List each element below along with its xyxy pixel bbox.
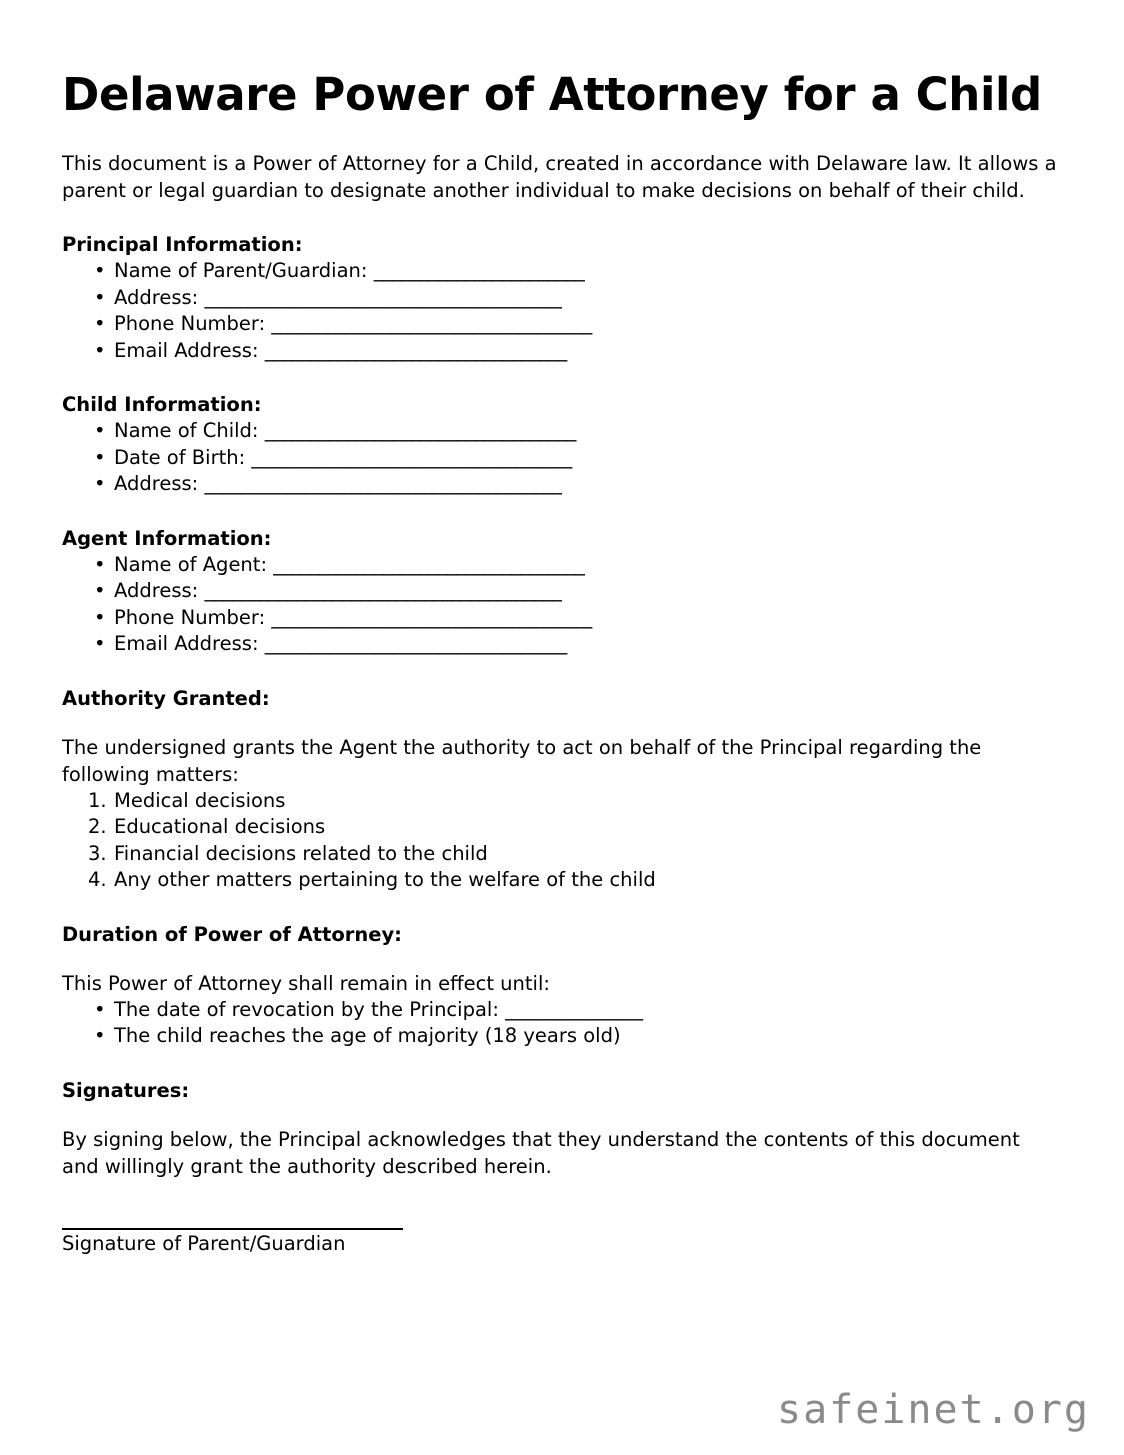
list-item — [62, 418, 1062, 445]
field-blank-line[interactable]: ___________________________________ — [271, 605, 592, 629]
list-item — [62, 311, 1062, 338]
duration-list — [62, 997, 1062, 1050]
authority-granted-paragraph: The undersigned grants the Agent the authority to act on behalf of the Principal regarding the following matters: — [62, 735, 982, 786]
field-blank-line[interactable]: _______________________ — [373, 259, 585, 283]
field-blank-line[interactable]: __________________________________ — [273, 552, 585, 576]
field-blank-line[interactable]: _______________ — [505, 997, 643, 1021]
agent-information-list — [62, 552, 1062, 658]
list-item: Financial decisions related to the child — [114, 841, 488, 865]
child-information-heading: Child Information: — [62, 393, 262, 417]
signature-line[interactable] — [62, 1228, 403, 1230]
field-label: Address: — [114, 285, 199, 309]
field-label: Name of Agent: — [114, 552, 268, 576]
field-blank-line[interactable]: _______________________________________ — [204, 579, 562, 603]
field-blank-line[interactable]: _________________________________ — [264, 338, 567, 362]
duration-paragraph: This Power of Attorney shall remain in effect until: — [62, 971, 550, 995]
field-label: The date of revocation by the Principal: — [114, 997, 499, 1021]
field-blank-line[interactable]: __________________________________ — [264, 419, 576, 443]
field-blank-line[interactable]: _________________________________ — [264, 632, 567, 656]
list-item — [62, 258, 1062, 285]
list-item — [62, 1023, 1062, 1050]
agent-information-heading: Agent Information: — [62, 526, 272, 550]
list-item — [62, 471, 1062, 498]
list-item: Educational decisions — [114, 815, 326, 839]
list-item: Any other matters pertaining to the welfare of the child — [114, 868, 656, 892]
list-item — [62, 445, 1062, 472]
field-blank-line[interactable]: _______________________________________ — [204, 472, 562, 496]
field-blank-line[interactable]: ___________________________________ — [271, 312, 592, 336]
field-label: Name of Parent/Guardian: — [114, 259, 368, 283]
signatures-paragraph: By signing below, the Principal acknowledges that they understand the contents of this document and willingly grant the authority described herein. — [62, 1127, 1020, 1178]
intro-paragraph: This document is a Power of Attorney for a Child, created in accordance with Delaware law. It allows a parent or legal guardian to designate another individual to make decisions on behalf of their child. — [62, 152, 1057, 203]
field-label: The child reaches the age of majority (18 years old) — [114, 1024, 621, 1048]
principal-information-list — [62, 258, 1062, 364]
child-information-list — [62, 418, 1062, 498]
authority-granted-list — [62, 788, 1062, 894]
page-title: Delaware Power of Attorney for a Child — [62, 68, 1042, 121]
field-label: Date of Birth: — [114, 445, 246, 469]
list-item — [62, 605, 1062, 632]
list-item — [62, 552, 1062, 579]
watermark: safeinet.org — [777, 1387, 1090, 1433]
field-label: Address: — [114, 472, 199, 496]
signature-block — [62, 1228, 1062, 1257]
signature-caption: Signature of Parent/Guardian — [62, 1231, 346, 1255]
list-item — [62, 997, 1062, 1024]
principal-information-heading: Principal Information: — [62, 233, 303, 257]
list-item — [62, 631, 1062, 658]
field-label: Address: — [114, 579, 199, 603]
duration-heading: Duration of Power of Attorney: — [62, 922, 402, 946]
list-item — [62, 338, 1062, 365]
field-label: Phone Number: — [114, 605, 266, 629]
list-item — [62, 285, 1062, 312]
field-label: Phone Number: — [114, 312, 266, 336]
field-blank-line[interactable]: _______________________________________ — [204, 285, 562, 309]
signatures-heading: Signatures: — [62, 1078, 190, 1102]
list-item: Medical decisions — [114, 788, 286, 812]
field-label: Name of Child: — [114, 419, 259, 443]
authority-granted-heading: Authority Granted: — [62, 686, 270, 710]
field-label: Email Address: — [114, 338, 259, 362]
field-label: Email Address: — [114, 632, 259, 656]
list-item — [62, 578, 1062, 605]
field-blank-line[interactable]: ___________________________________ — [251, 445, 572, 469]
